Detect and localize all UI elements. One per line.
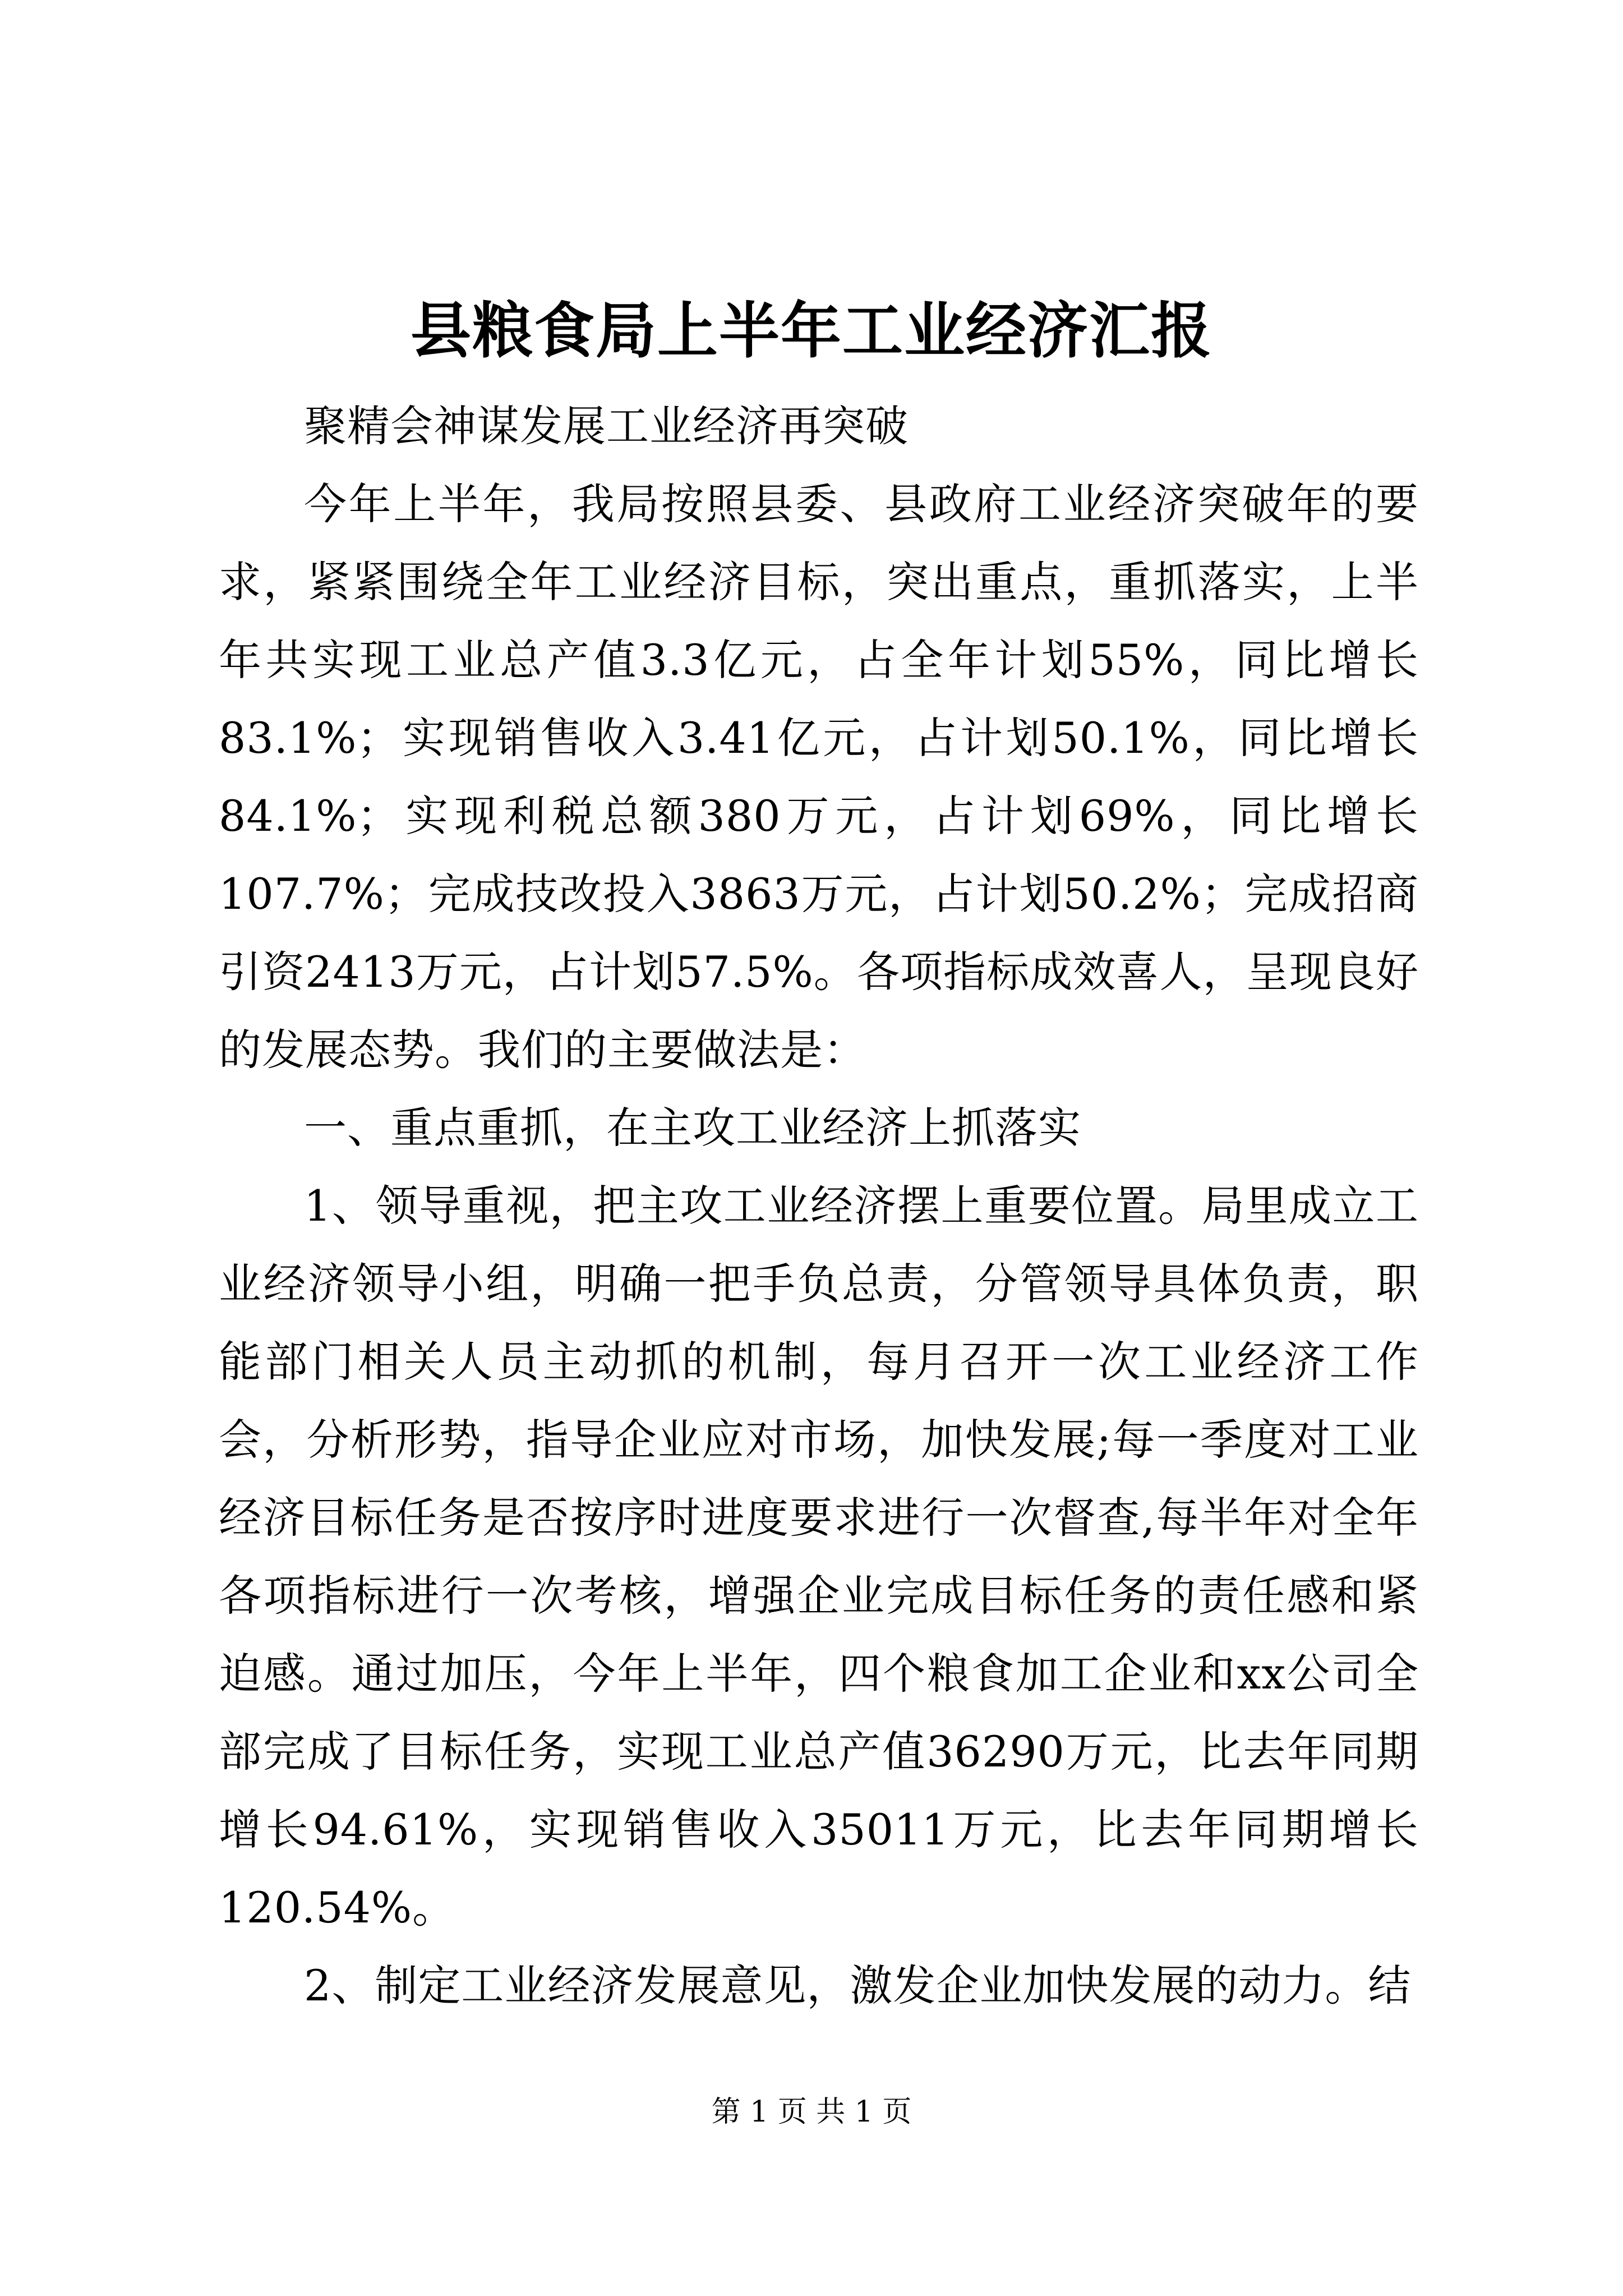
body-paragraph: 2、制定工业经济发展意见，激发企业加快发展的动力。结 bbox=[304, 1961, 1412, 2010]
page-footer: 第 1 页 共 1 页 bbox=[711, 2095, 912, 2129]
subtitle-paragraph: 聚精会神谋发展工业经济再突破 bbox=[304, 401, 909, 451]
document-body bbox=[219, 387, 1419, 2024]
document-title: 县粮食局上半年工业经济汇报 bbox=[410, 296, 1212, 366]
section-heading: 一、重点重抓，在主攻工业经济上抓落实 bbox=[304, 1103, 1081, 1153]
body-paragraph: 今年上半年，我局按照县委、县政府工业经济突破年的要求，紧紧围绕全年工业经济目标，突出重点，重抓落实，上半年共实现工业总产值3.3亿元，占全年计划55%，同比增长83.1%；实现销售收入3.41亿元，占计划50.1%，同比增长84.1%；实现利税总额380万元，占计划69%，同比增长107.7%；完成技改投入3863万元，占计划50.2%；完成招商引资2413万元，占计划57.5%。各项指标成效喜人，呈现良好的发展态势。我们的主要做法是： bbox=[219, 479, 1419, 1075]
body-paragraph: 1、领导重视，把主攻工业经济摆上重要位置。局里成立工业经济领导小组，明确一把手负总责，分管领导具体负责，职能部门相关人员主动抓的机制，每月召开一次工业经济工作会，分析形势，指导企业应对市场，加快发展;每一季度对工业经济目标任务是否按序时进度要求进行一次督查,每半年对全年各项指标进行一次考核，增强企业完成目标任务的责任感和紧迫感。通过加压，今年上半年，四个粮食加工企业和xx公司全部完成了目标任务，实现工业总产值36290万元，比去年同期增长94.61%，实现销售收入35011万元，比去年同期增长120.54%。 bbox=[219, 1181, 1419, 1932]
